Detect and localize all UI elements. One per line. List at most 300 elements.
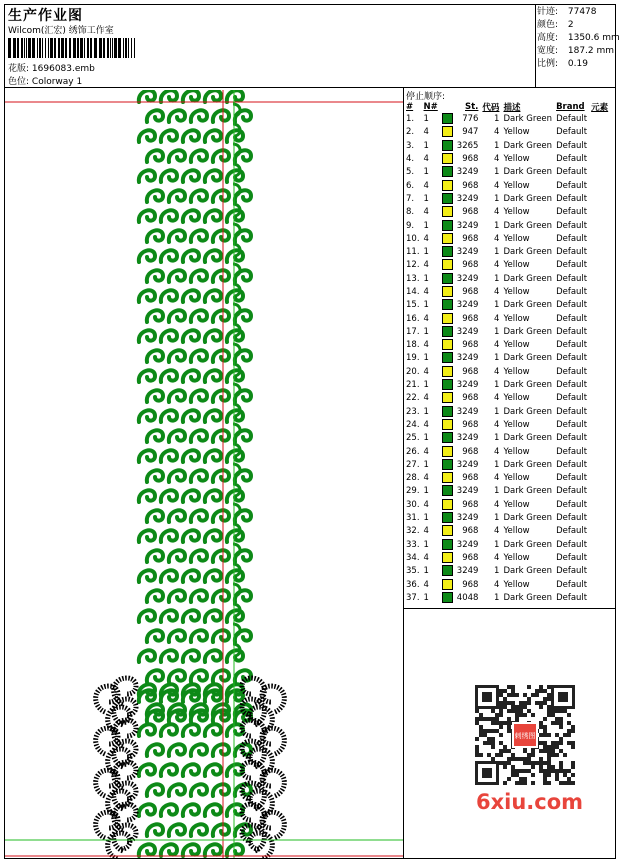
row-code: 1 xyxy=(494,326,500,337)
green-swirl xyxy=(147,230,163,242)
row-index: 22. xyxy=(406,393,420,404)
row-index: 21. xyxy=(406,380,420,391)
green-swirl xyxy=(191,550,207,562)
row-index: 5. xyxy=(406,167,415,178)
row-element xyxy=(589,312,610,325)
green-swirl xyxy=(147,110,163,122)
row-brand: Default xyxy=(556,127,588,138)
green-swirl xyxy=(205,570,221,582)
row-swatch xyxy=(440,472,455,485)
table-row xyxy=(404,392,610,405)
row-needle: 1 xyxy=(423,193,429,204)
color-swatch xyxy=(442,392,453,403)
row-stitches: 3249 xyxy=(456,193,479,204)
row-brand: Default xyxy=(556,273,588,284)
row-swatch xyxy=(440,273,455,286)
row-brand: Default xyxy=(556,140,588,151)
stop-sequence-title: 停止顺序: xyxy=(406,92,446,102)
green-swirl xyxy=(191,630,207,642)
row-index: 34. xyxy=(406,552,420,563)
row-code: 4 xyxy=(494,260,500,271)
row-code: 4 xyxy=(494,287,500,297)
color-swatch xyxy=(442,273,453,284)
row-brand: Default xyxy=(556,180,588,191)
table-row xyxy=(404,352,610,365)
row-code: 1 xyxy=(494,273,500,284)
row-brand: Default xyxy=(556,340,588,351)
row-needle: 4 xyxy=(423,552,429,563)
row-index: 18. xyxy=(406,340,420,351)
table-row xyxy=(404,233,610,246)
row-needle: 4 xyxy=(423,526,429,537)
row-description: Yellow xyxy=(503,127,530,138)
color-swatch xyxy=(442,233,453,244)
row-swatch xyxy=(440,179,455,192)
row-swatch xyxy=(440,113,455,126)
row-index: 4. xyxy=(406,154,415,165)
green-swirl xyxy=(205,170,221,182)
col-description: 描述 xyxy=(503,103,521,113)
row-index: 13. xyxy=(406,273,420,284)
color-swatch xyxy=(442,485,453,496)
table-row xyxy=(404,406,610,419)
row-code: 4 xyxy=(494,313,500,324)
color-swatch xyxy=(442,180,453,191)
green-swirl xyxy=(205,330,221,342)
row-code: 4 xyxy=(494,526,500,537)
green-swirl xyxy=(161,410,177,422)
row-needle: 1 xyxy=(423,513,429,524)
green-swirl xyxy=(191,510,207,522)
row-needle: 1 xyxy=(423,300,429,311)
row-element xyxy=(589,499,610,512)
green-swirl xyxy=(169,430,185,442)
row-swatch xyxy=(440,578,455,591)
row-brand: Default xyxy=(556,114,588,125)
row-needle: 1 xyxy=(423,140,429,151)
row-description: Dark Green xyxy=(503,247,553,258)
row-description: Dark Green xyxy=(503,140,553,151)
row-brand: Default xyxy=(556,499,588,510)
table-row xyxy=(404,366,610,379)
green-swirl xyxy=(191,350,207,362)
row-stitches: 968 xyxy=(462,287,479,297)
color-swatch xyxy=(442,472,453,483)
row-description: Dark Green xyxy=(503,486,553,497)
table-row xyxy=(404,339,610,352)
stat-colors: 颜色: 2 xyxy=(537,20,574,30)
row-description: Dark Green xyxy=(503,273,553,284)
row-description: Dark Green xyxy=(503,114,553,125)
green-swirl xyxy=(139,170,155,182)
row-index: 16. xyxy=(406,313,420,324)
row-stitches: 968 xyxy=(462,207,479,218)
row-code: 1 xyxy=(494,459,500,470)
color-swatch xyxy=(442,140,453,151)
row-code: 1 xyxy=(494,353,500,364)
row-element xyxy=(589,592,610,605)
green-swirl xyxy=(205,210,221,222)
row-code: 1 xyxy=(494,167,500,178)
color-swatch xyxy=(442,220,453,231)
row-index: 1. xyxy=(406,114,415,125)
green-swirl xyxy=(147,630,163,642)
green-swirl xyxy=(139,570,155,582)
table-row xyxy=(404,459,610,472)
green-swirl xyxy=(169,190,185,202)
row-description: Yellow xyxy=(503,552,530,563)
green-swirl xyxy=(191,590,207,602)
row-index: 26. xyxy=(406,446,420,457)
table-row xyxy=(404,445,610,458)
row-index: 20. xyxy=(406,366,420,377)
row-swatch xyxy=(440,299,455,312)
row-index: 14. xyxy=(406,287,420,297)
row-swatch xyxy=(440,485,455,498)
green-swirl xyxy=(139,130,155,142)
row-swatch xyxy=(440,140,455,153)
row-description: Yellow xyxy=(503,446,530,457)
row-brand: Default xyxy=(556,247,588,258)
row-code: 4 xyxy=(494,473,500,484)
green-swirl xyxy=(183,130,199,142)
green-swirl xyxy=(183,210,199,222)
green-swirl xyxy=(213,590,229,602)
row-brand: Default xyxy=(556,326,588,337)
col-swatch xyxy=(440,101,455,113)
company-name: Wilcom(汇宏) 绣饰工作室 xyxy=(8,26,114,36)
row-needle: 1 xyxy=(423,566,429,577)
row-description: Dark Green xyxy=(503,167,553,178)
row-code: 4 xyxy=(494,340,500,351)
color-swatch xyxy=(442,525,453,536)
row-swatch xyxy=(440,432,455,445)
green-swirl xyxy=(139,210,155,222)
row-needle: 4 xyxy=(423,473,429,484)
table-header-row xyxy=(404,101,610,113)
row-element xyxy=(589,578,610,591)
row-brand: Default xyxy=(556,167,588,178)
design-stats xyxy=(537,6,620,71)
row-needle: 4 xyxy=(423,446,429,457)
green-swirl xyxy=(213,310,229,322)
color-swatch xyxy=(442,446,453,457)
row-code: 1 xyxy=(494,513,500,524)
row-index: 35. xyxy=(406,566,420,577)
row-stitches: 968 xyxy=(462,313,479,324)
row-code: 4 xyxy=(494,233,500,244)
green-swirl xyxy=(205,370,221,382)
row-brand: Default xyxy=(556,566,588,577)
green-swirl xyxy=(147,390,163,402)
row-description: Dark Green xyxy=(503,459,553,470)
green-swirl xyxy=(183,90,199,102)
table-row xyxy=(404,153,610,166)
row-element xyxy=(589,565,610,578)
row-element xyxy=(589,206,610,219)
row-element xyxy=(589,233,610,246)
table-row xyxy=(404,179,610,192)
row-stitches: 3249 xyxy=(456,220,479,231)
row-needle: 1 xyxy=(423,380,429,391)
row-element xyxy=(589,539,610,552)
row-index: 24. xyxy=(406,419,420,430)
green-swirl xyxy=(169,230,185,242)
row-needle: 1 xyxy=(423,353,429,364)
green-swirl xyxy=(169,350,185,362)
row-swatch xyxy=(440,233,455,246)
col-element: 元素 xyxy=(591,103,609,113)
color-swatch xyxy=(442,406,453,417)
green-swirl xyxy=(213,270,229,282)
row-element xyxy=(589,485,610,498)
row-element xyxy=(589,432,610,445)
row-code: 1 xyxy=(494,220,500,231)
row-stitches: 3249 xyxy=(456,566,479,577)
green-swirl xyxy=(213,190,229,202)
row-index: 30. xyxy=(406,499,420,510)
table-row xyxy=(404,206,610,219)
green-swirl xyxy=(205,610,221,622)
table-row xyxy=(404,246,610,259)
row-index: 12. xyxy=(406,260,420,271)
color-swatch xyxy=(442,499,453,510)
row-code: 4 xyxy=(494,207,500,218)
row-element xyxy=(589,472,610,485)
table-row xyxy=(404,126,610,139)
green-swirl xyxy=(213,630,229,642)
green-swirl xyxy=(147,590,163,602)
row-index: 23. xyxy=(406,406,420,417)
green-swirl xyxy=(213,670,229,682)
green-swirl xyxy=(183,170,199,182)
row-needle: 1 xyxy=(423,273,429,284)
row-swatch xyxy=(440,352,455,365)
table-row xyxy=(404,419,610,432)
color-swatch xyxy=(442,512,453,523)
table-row xyxy=(404,485,610,498)
row-index: 25. xyxy=(406,433,420,444)
row-needle: 4 xyxy=(423,313,429,324)
green-swirl xyxy=(191,150,207,162)
row-needle: 4 xyxy=(423,579,429,590)
stat-stitches: 针迹: 77478 xyxy=(537,7,597,17)
row-stitches: 3249 xyxy=(456,300,479,311)
color-swatch xyxy=(442,113,453,124)
row-stitches: 3249 xyxy=(456,433,479,444)
row-element xyxy=(589,246,610,259)
row-stitches: 3265 xyxy=(456,140,479,151)
row-description: Dark Green xyxy=(503,326,553,337)
row-stitches: 968 xyxy=(462,340,479,351)
row-element xyxy=(589,339,610,352)
color-swatch xyxy=(442,432,453,443)
row-stitches: 3249 xyxy=(456,353,479,364)
green-swirl xyxy=(169,270,185,282)
row-index: 15. xyxy=(406,300,420,311)
row-swatch xyxy=(440,286,455,299)
color-swatch xyxy=(442,459,453,470)
row-brand: Default xyxy=(556,380,588,391)
green-swirl xyxy=(169,470,185,482)
row-code: 4 xyxy=(494,393,500,404)
row-swatch xyxy=(440,552,455,565)
green-swirl xyxy=(139,530,155,542)
row-stitches: 968 xyxy=(462,552,479,563)
green-swirl xyxy=(205,90,221,102)
row-description: Yellow xyxy=(503,233,530,244)
row-needle: 1 xyxy=(423,459,429,470)
row-brand: Default xyxy=(556,406,588,417)
green-swirl xyxy=(205,490,221,502)
color-swatch xyxy=(442,286,453,297)
row-swatch xyxy=(440,153,455,166)
color-swatch xyxy=(442,339,453,350)
table-row xyxy=(404,379,610,392)
barcode xyxy=(8,38,138,58)
row-element xyxy=(589,219,610,232)
row-needle: 4 xyxy=(423,260,429,271)
row-index: 28. xyxy=(406,473,420,484)
row-element xyxy=(589,419,610,432)
row-swatch xyxy=(440,193,455,206)
row-code: 1 xyxy=(494,486,500,497)
row-index: 2. xyxy=(406,127,415,138)
row-needle: 1 xyxy=(423,406,429,417)
green-swirl xyxy=(183,490,199,502)
color-swatch xyxy=(442,352,453,363)
row-stitches: 3249 xyxy=(456,247,479,258)
row-stitches: 968 xyxy=(462,154,479,165)
row-element xyxy=(589,366,610,379)
color-swatch xyxy=(442,299,453,310)
row-stitches: 968 xyxy=(462,180,479,191)
green-swirl xyxy=(161,610,177,622)
row-needle: 4 xyxy=(423,154,429,165)
row-description: Dark Green xyxy=(503,592,553,603)
row-stitches: 3249 xyxy=(456,167,479,178)
row-description: Yellow xyxy=(503,499,530,510)
green-swirl xyxy=(227,90,243,102)
green-swirl xyxy=(213,230,229,242)
row-description: Dark Green xyxy=(503,513,553,524)
row-element xyxy=(589,126,610,139)
row-description: Yellow xyxy=(503,526,530,537)
color-swatch xyxy=(442,126,453,137)
row-description: Yellow xyxy=(503,260,530,271)
row-element xyxy=(589,352,610,365)
green-swirl xyxy=(147,310,163,322)
green-swirl xyxy=(139,90,155,102)
row-code: 4 xyxy=(494,154,500,165)
row-brand: Default xyxy=(556,313,588,324)
row-element xyxy=(589,273,610,286)
row-swatch xyxy=(440,326,455,339)
green-swirl xyxy=(169,110,185,122)
row-element xyxy=(589,193,610,206)
row-description: Yellow xyxy=(503,313,530,324)
table-row xyxy=(404,432,610,445)
color-swatch xyxy=(442,379,453,390)
row-code: 4 xyxy=(494,180,500,191)
row-index: 31. xyxy=(406,513,420,524)
row-stitches: 968 xyxy=(462,366,479,377)
row-index: 17. xyxy=(406,326,420,337)
table-row xyxy=(404,552,610,565)
row-index: 3. xyxy=(406,140,415,151)
col-code: 代码 xyxy=(482,103,500,113)
row-element xyxy=(589,259,610,272)
row-stitches: 968 xyxy=(462,233,479,244)
table-row xyxy=(404,539,610,552)
row-brand: Default xyxy=(556,220,588,231)
green-swirl xyxy=(161,250,177,262)
green-swirl xyxy=(169,590,185,602)
green-swirl xyxy=(213,110,229,122)
row-code: 1 xyxy=(494,539,500,550)
row-description: Dark Green xyxy=(503,539,553,550)
row-description: Dark Green xyxy=(503,433,553,444)
green-swirl xyxy=(161,130,177,142)
row-stitches: 776 xyxy=(462,114,479,125)
row-element xyxy=(589,445,610,458)
row-brand: Default xyxy=(556,513,588,524)
row-brand: Default xyxy=(556,539,588,550)
green-swirl xyxy=(169,510,185,522)
green-swirl xyxy=(147,430,163,442)
table-row xyxy=(404,273,610,286)
green-swirl xyxy=(161,330,177,342)
row-needle: 4 xyxy=(423,127,429,138)
row-stitches: 3249 xyxy=(456,380,479,391)
qr-badge-text: 刺绣图 xyxy=(514,732,536,740)
row-description: Yellow xyxy=(503,287,530,297)
row-brand: Default xyxy=(556,353,588,364)
green-swirl xyxy=(183,410,199,422)
table-row xyxy=(404,326,610,339)
row-needle: 1 xyxy=(423,486,429,497)
row-stitches: 968 xyxy=(462,260,479,271)
color-swatch xyxy=(442,366,453,377)
row-element xyxy=(589,166,610,179)
row-element xyxy=(589,406,610,419)
green-swirl xyxy=(213,430,229,442)
row-needle: 4 xyxy=(423,233,429,244)
green-swirl xyxy=(161,450,177,462)
row-needle: 1 xyxy=(423,539,429,550)
row-brand: Default xyxy=(556,300,588,311)
row-element xyxy=(589,552,610,565)
row-brand: Default xyxy=(556,579,588,590)
green-swirl xyxy=(205,650,221,662)
green-swirl xyxy=(161,490,177,502)
green-swirl xyxy=(169,150,185,162)
design-file xyxy=(8,61,95,74)
green-swirl xyxy=(183,330,199,342)
row-description: Dark Green xyxy=(503,300,553,311)
row-description: Yellow xyxy=(503,473,530,484)
row-brand: Default xyxy=(556,459,588,470)
green-swirl xyxy=(205,250,221,262)
color-swatch xyxy=(442,419,453,430)
green-swirl xyxy=(205,450,221,462)
color-swatch xyxy=(442,193,453,204)
green-swirl xyxy=(139,490,155,502)
row-code: 4 xyxy=(494,552,500,563)
row-stitches: 968 xyxy=(462,473,479,484)
green-swirl xyxy=(161,210,177,222)
design-label: 花版: xyxy=(8,64,30,74)
